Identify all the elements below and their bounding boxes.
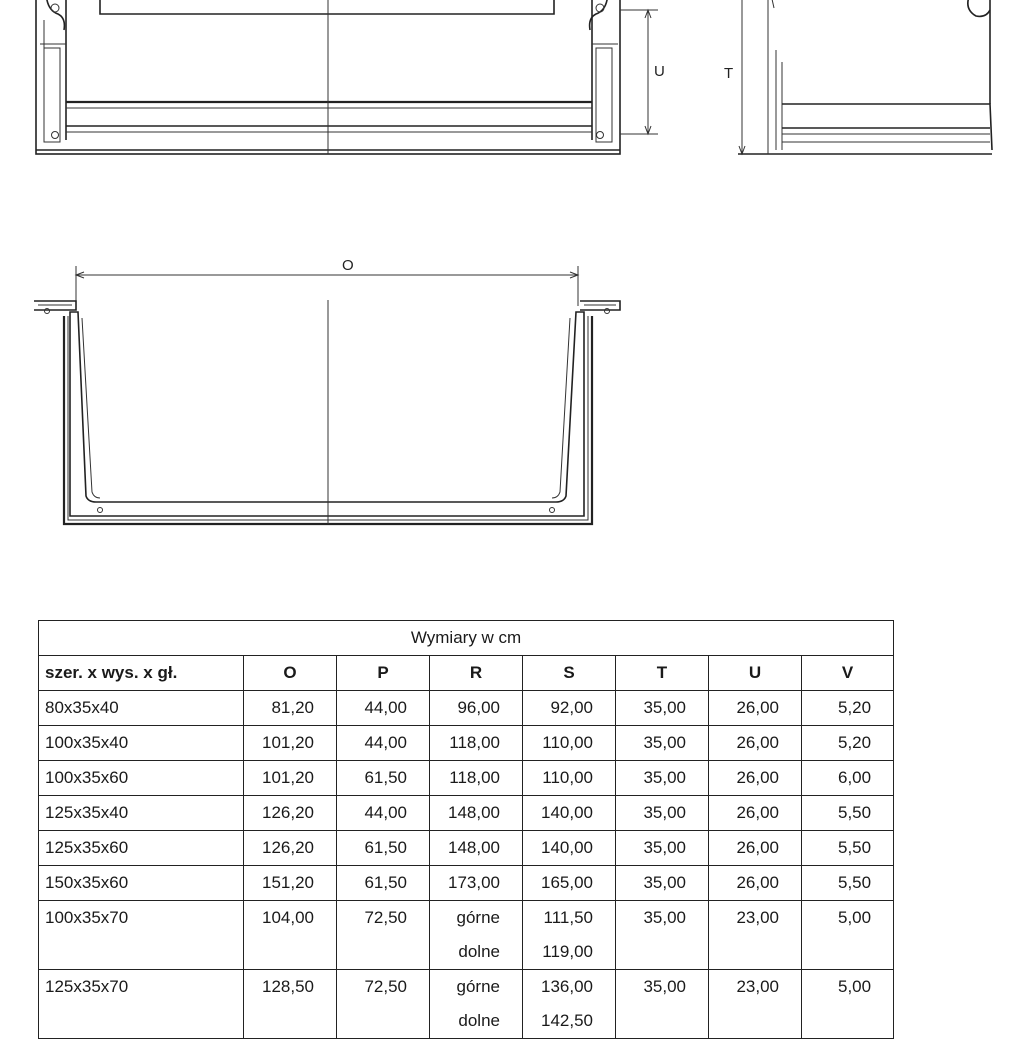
cell-r: 118,00 xyxy=(430,761,523,796)
header-p: P xyxy=(337,656,430,691)
cell-empty xyxy=(709,1004,802,1039)
cell-size: 100x35x40 xyxy=(39,726,244,761)
cell-o: 151,20 xyxy=(244,866,337,901)
cell-r-top: górne xyxy=(430,970,523,1005)
cell-size: 150x35x60 xyxy=(39,866,244,901)
cell-o: 128,50 xyxy=(244,970,337,1005)
cell-p: 44,00 xyxy=(337,691,430,726)
cell-s: 140,00 xyxy=(523,831,616,866)
cell-v: 6,00 xyxy=(802,761,894,796)
cell-o: 126,20 xyxy=(244,796,337,831)
cell-r: 148,00 xyxy=(430,796,523,831)
section-view xyxy=(34,257,620,524)
cell-r-bottom: dolne xyxy=(430,935,523,970)
cell-t: 35,00 xyxy=(616,901,709,936)
table-row xyxy=(39,970,894,1005)
cell-empty xyxy=(337,1004,430,1039)
cell-size: 80x35x40 xyxy=(39,691,244,726)
cell-empty xyxy=(337,935,430,970)
cell-v: 5,00 xyxy=(802,970,894,1005)
cell-v: 5,00 xyxy=(802,901,894,936)
table-header-row xyxy=(39,656,894,691)
cell-t: 35,00 xyxy=(616,831,709,866)
dimensions-table xyxy=(38,620,894,1039)
cell-u: 26,00 xyxy=(709,691,802,726)
cell-s: 110,00 xyxy=(523,761,616,796)
cell-u: 23,00 xyxy=(709,901,802,936)
dimension-label-o: O xyxy=(342,257,354,274)
table-row-continuation xyxy=(39,935,894,970)
table-row xyxy=(39,866,894,901)
cell-p: 44,00 xyxy=(337,796,430,831)
table-row xyxy=(39,726,894,761)
cell-empty xyxy=(39,935,244,970)
header-u: U xyxy=(709,656,802,691)
cell-p: 61,50 xyxy=(337,761,430,796)
cell-empty xyxy=(244,935,337,970)
cell-size: 100x35x60 xyxy=(39,761,244,796)
table-row xyxy=(39,901,894,936)
cell-empty xyxy=(709,935,802,970)
cell-t: 35,00 xyxy=(616,970,709,1005)
cell-v: 5,50 xyxy=(802,866,894,901)
table-row xyxy=(39,691,894,726)
cell-r: 148,00 xyxy=(430,831,523,866)
cell-u: 26,00 xyxy=(709,831,802,866)
cell-r: 96,00 xyxy=(430,691,523,726)
cell-s: 110,00 xyxy=(523,726,616,761)
cell-size: 125x35x40 xyxy=(39,796,244,831)
cell-v: 5,20 xyxy=(802,691,894,726)
cell-t: 35,00 xyxy=(616,761,709,796)
table-row xyxy=(39,796,894,831)
cell-s: 140,00 xyxy=(523,796,616,831)
cell-t: 35,00 xyxy=(616,691,709,726)
cell-v: 5,20 xyxy=(802,726,894,761)
cell-p: 61,50 xyxy=(337,831,430,866)
table-title: Wymiary w cm xyxy=(39,621,894,656)
cell-r: 118,00 xyxy=(430,726,523,761)
cell-s-bottom: 142,50 xyxy=(523,1004,616,1039)
header-o: O xyxy=(244,656,337,691)
cell-t: 35,00 xyxy=(616,796,709,831)
header-r: R xyxy=(430,656,523,691)
cell-t: 35,00 xyxy=(616,726,709,761)
dimension-label-u: U xyxy=(654,63,665,80)
header-size: szer. x wys. x gł. xyxy=(39,656,244,691)
cell-p: 61,50 xyxy=(337,866,430,901)
cell-s-top: 136,00 xyxy=(523,970,616,1005)
dimension-label-t: T xyxy=(724,65,734,82)
cell-o: 101,20 xyxy=(244,726,337,761)
cell-u: 26,00 xyxy=(709,866,802,901)
cell-v: 5,50 xyxy=(802,796,894,831)
cell-s-top: 111,50 xyxy=(523,901,616,936)
cell-u: 23,00 xyxy=(709,970,802,1005)
cell-p: 72,50 xyxy=(337,901,430,936)
cell-v: 5,50 xyxy=(802,831,894,866)
cell-s: 92,00 xyxy=(523,691,616,726)
header-s: S xyxy=(523,656,616,691)
header-t: T xyxy=(616,656,709,691)
cell-o: 104,00 xyxy=(244,901,337,936)
cell-size: 125x35x70 xyxy=(39,970,244,1005)
cell-u: 26,00 xyxy=(709,761,802,796)
cell-s: 165,00 xyxy=(523,866,616,901)
cell-p: 72,50 xyxy=(337,970,430,1005)
cell-size: 125x35x60 xyxy=(39,831,244,866)
cell-empty xyxy=(802,1004,894,1039)
table-row-continuation xyxy=(39,1004,894,1039)
cell-r-top: górne xyxy=(430,901,523,936)
side-view xyxy=(724,0,992,154)
cell-p: 44,00 xyxy=(337,726,430,761)
cell-size: 100x35x70 xyxy=(39,901,244,936)
cell-empty xyxy=(244,1004,337,1039)
cell-empty xyxy=(616,935,709,970)
cell-o: 126,20 xyxy=(244,831,337,866)
table-row xyxy=(39,761,894,796)
header-v: V xyxy=(802,656,894,691)
cell-u: 26,00 xyxy=(709,796,802,831)
cell-empty xyxy=(39,1004,244,1039)
cell-t: 35,00 xyxy=(616,866,709,901)
cell-o: 101,20 xyxy=(244,761,337,796)
cell-o: 81,20 xyxy=(244,691,337,726)
cell-empty xyxy=(802,935,894,970)
cell-r-bottom: dolne xyxy=(430,1004,523,1039)
cell-u: 26,00 xyxy=(709,726,802,761)
cell-s-bottom: 119,00 xyxy=(523,935,616,970)
cell-r: 173,00 xyxy=(430,866,523,901)
table-row xyxy=(39,831,894,866)
front-view xyxy=(36,0,665,154)
cell-empty xyxy=(616,1004,709,1039)
